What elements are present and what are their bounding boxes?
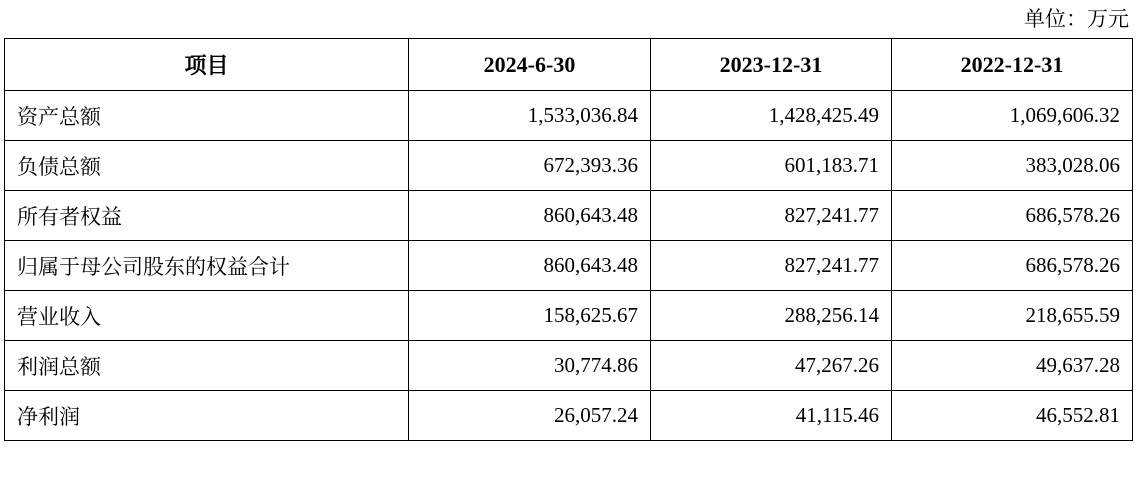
row-value: 1,069,606.32: [892, 91, 1133, 141]
row-value: 686,578.26: [892, 191, 1133, 241]
financial-table-container: [4, 38, 1132, 441]
table-row: [5, 141, 1133, 191]
row-label: 负债总额: [5, 141, 409, 191]
financial-summary-table: [4, 38, 1133, 441]
column-header-2023-12-31: 2023-12-31: [651, 39, 892, 91]
row-value: 827,241.77: [651, 241, 892, 291]
row-value: 49,637.28: [892, 341, 1133, 391]
row-value: 288,256.14: [651, 291, 892, 341]
row-value: 47,267.26: [651, 341, 892, 391]
row-value: 686,578.26: [892, 241, 1133, 291]
row-value: 158,625.67: [409, 291, 651, 341]
row-value: 41,115.46: [651, 391, 892, 441]
row-value: 827,241.77: [651, 191, 892, 241]
column-header-item: 项目: [5, 39, 409, 91]
row-value: 218,655.59: [892, 291, 1133, 341]
row-value: 672,393.36: [409, 141, 651, 191]
column-header-2022-12-31: 2022-12-31: [892, 39, 1133, 91]
row-value: 30,774.86: [409, 341, 651, 391]
table-row: [5, 291, 1133, 341]
row-value: 860,643.48: [409, 191, 651, 241]
row-value: 383,028.06: [892, 141, 1133, 191]
table-row: [5, 341, 1133, 391]
unit-note: 单位：万元: [1024, 7, 1129, 31]
table-row: [5, 391, 1133, 441]
table-header-row: [5, 39, 1133, 91]
row-label: 净利润: [5, 391, 409, 441]
row-value: 26,057.24: [409, 391, 651, 441]
row-value: 46,552.81: [892, 391, 1133, 441]
row-label: 资产总额: [5, 91, 409, 141]
table-row: [5, 241, 1133, 291]
row-value: 1,428,425.49: [651, 91, 892, 141]
table-header: [5, 39, 1133, 91]
row-value: 860,643.48: [409, 241, 651, 291]
column-header-2024-06-30: 2024-6-30: [409, 39, 651, 91]
row-label: 所有者权益: [5, 191, 409, 241]
row-value: 601,183.71: [651, 141, 892, 191]
table-body: [5, 91, 1133, 441]
table-row: [5, 91, 1133, 141]
table-row: [5, 191, 1133, 241]
row-label: 营业收入: [5, 291, 409, 341]
row-label: 归属于母公司股东的权益合计: [5, 241, 409, 291]
row-label: 利润总额: [5, 341, 409, 391]
row-value: 1,533,036.84: [409, 91, 651, 141]
